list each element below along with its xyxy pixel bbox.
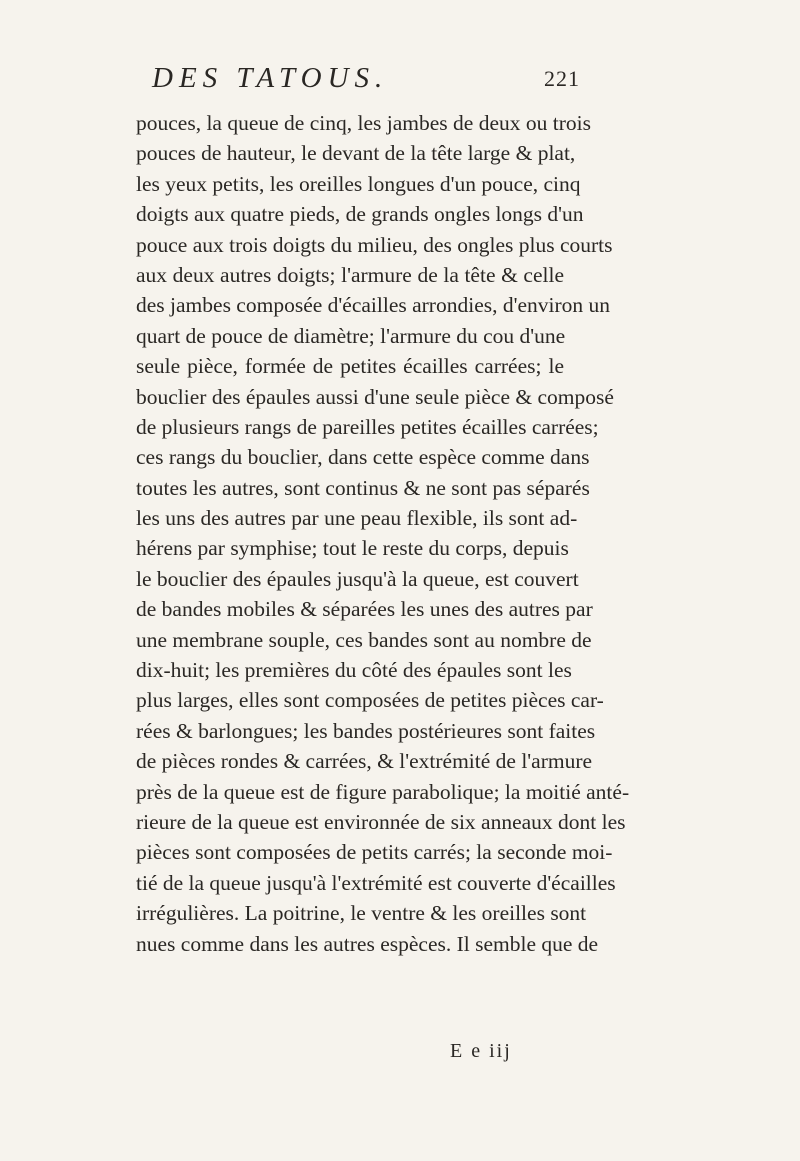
text-line: tié de la queue jusqu'à l'extrémité est couverte d'écailles (136, 870, 616, 895)
text-line: près de la queue est de figure parabolique; la moitié anté- (136, 779, 630, 804)
text-line: plus larges, elles sont composées de petites pièces car- (136, 688, 604, 713)
text-line: irrégulières. La poitrine, le ventre & les oreilles sont (136, 901, 587, 926)
text-line: les uns des autres par une peau flexible, ils sont ad- (136, 506, 578, 531)
text-line: toutes les autres, sont continus & ne sont pas séparés (136, 475, 590, 500)
body-text (136, 108, 630, 959)
text-line: de pièces rondes & carrées, & l'extrémité de l'armure (136, 749, 593, 774)
text-line: des jambes composée d'écailles arrondies, d'environ un (136, 293, 611, 318)
text-line: pouces de hauteur, le devant de la tête large & plat, (136, 141, 576, 166)
text-line: pouces, la queue de cinq, les jambes de deux ou trois (136, 111, 591, 135)
text-line: rieure de la queue est environnée de six anneaux dont les (136, 809, 626, 834)
text-line: dix-huit; les premières du côté des épaules sont les (136, 658, 572, 683)
text-line: les yeux petits, les oreilles longues d'un pouce, cinq (136, 171, 581, 196)
text-line: seule pièce, formée de petites écailles carrées; le (136, 354, 564, 379)
text-line: le bouclier des épaules jusqu'à la queue, est couvert (136, 566, 579, 591)
text-line: pouce aux trois doigts du milieu, des ongles plus courts (136, 232, 613, 257)
text-line: doigts aux quatre pieds, de grands ongles longs d'un (136, 202, 584, 227)
text-line: de plusieurs rangs de pareilles petites écailles carrées; (136, 414, 599, 439)
text-line: ces rangs du bouclier, dans cette espèce comme dans (136, 445, 590, 470)
text-line: hérens par symphise; tout le reste du corps, depuis (136, 536, 569, 561)
text-line: rées & barlongues; les bandes postérieures sont faites (136, 718, 596, 743)
text-line: pièces sont composées de petits carrés; la seconde moi- (136, 840, 613, 865)
text-line: quart de pouce de diamètre; l'armure du cou d'une (136, 323, 566, 348)
text-line: aux deux autres doigts; l'armure de la tête & celle (136, 262, 564, 287)
signature-mark: E e iij (450, 1040, 512, 1062)
running-head-title: DES TATOUS. (152, 62, 389, 94)
running-head (140, 62, 580, 102)
text-line: nues comme dans les autres espèces. Il semble que de (136, 931, 599, 956)
page-number: 221 (544, 66, 580, 91)
text-line: bouclier des épaules aussi d'une seule pièce & composé (136, 384, 614, 409)
text-line: une membrane souple, ces bandes sont au nombre de (136, 627, 592, 652)
text-line: de bandes mobiles & séparées les unes des autres par (136, 597, 593, 622)
